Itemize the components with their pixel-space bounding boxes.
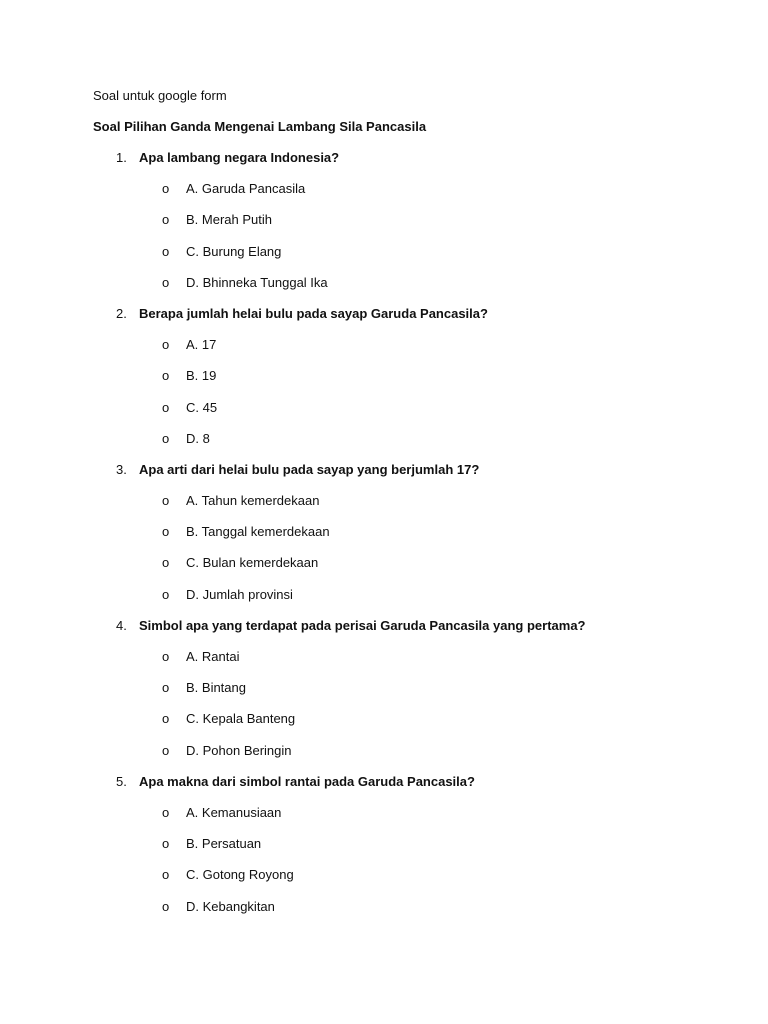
option-text: A. Tahun kemerdekaan <box>186 493 320 509</box>
bullet-icon: o <box>162 181 170 197</box>
answer-option <box>0 648 768 679</box>
option-text: B. Merah Putih <box>186 212 272 228</box>
document-subtitle: Soal untuk google form <box>93 88 227 103</box>
bullet-icon: o <box>162 680 170 696</box>
option-text: A. Kemanusiaan <box>186 804 282 820</box>
bullet-icon: o <box>162 898 170 914</box>
question-text: Apa lambang negara Indonesia? <box>139 150 340 165</box>
answer-option <box>0 492 768 523</box>
answer-option <box>0 399 768 430</box>
bullet-icon: o <box>162 430 170 446</box>
option-text: C. Bulan kemerdekaan <box>186 555 319 571</box>
option-text: A. 17 <box>186 337 217 353</box>
answer-option <box>0 430 768 461</box>
answer-option <box>0 336 768 367</box>
bullet-icon: o <box>162 399 170 415</box>
option-text: D. Kebangkitan <box>186 898 275 914</box>
document-heading: Soal Pilihan Ganda Mengenai Lambang Sila Pancasila <box>93 119 427 134</box>
question-5 <box>0 773 768 929</box>
question-list <box>0 149 768 929</box>
bullet-icon: o <box>162 742 170 758</box>
bullet-icon: o <box>162 649 170 664</box>
option-text: C. Kepala Banteng <box>186 711 296 727</box>
option-text: B. Persatuan <box>186 836 262 852</box>
question-text: Simbol apa yang terdapat pada perisai Garuda Pancasila yang pertama? <box>139 617 586 633</box>
question-line <box>0 461 768 492</box>
option-text: C. 45 <box>186 399 218 415</box>
option-text: D. Bhinneka Tunggal Ika <box>186 274 328 290</box>
question-1 <box>0 149 768 305</box>
answer-option <box>0 804 768 835</box>
answer-option <box>0 898 768 929</box>
question-number: 3. <box>116 461 127 477</box>
answer-option <box>0 710 768 741</box>
bullet-icon: o <box>162 212 170 228</box>
question-line <box>0 617 768 648</box>
answer-option <box>0 835 768 866</box>
bullet-icon: o <box>162 337 170 353</box>
bullet-icon: o <box>162 368 170 384</box>
answer-option <box>0 866 768 897</box>
option-text: A. Garuda Pancasila <box>186 181 306 197</box>
question-number: 2. <box>116 305 127 321</box>
answer-option <box>0 742 768 773</box>
bullet-icon: o <box>162 711 170 727</box>
answer-option <box>0 554 768 585</box>
answer-option <box>0 586 768 617</box>
bullet-icon: o <box>162 243 170 259</box>
option-text: B. 19 <box>186 368 217 384</box>
answer-option <box>0 367 768 398</box>
answer-option <box>0 180 768 211</box>
bullet-icon: o <box>162 586 170 602</box>
question-text: Apa arti dari helai bulu pada sayap yang berjumlah 17? <box>139 461 480 477</box>
bullet-icon: o <box>162 555 170 571</box>
bullet-icon: o <box>162 274 170 290</box>
option-text: C. Gotong Royong <box>186 867 294 883</box>
option-text: B. Bintang <box>186 680 246 696</box>
option-text: D. Pohon Beringin <box>186 742 292 758</box>
answer-option <box>0 243 768 274</box>
bullet-icon: o <box>162 493 170 509</box>
bullet-icon: o <box>162 524 170 540</box>
question-line <box>0 773 768 804</box>
option-text: C. Burung Elang <box>186 243 282 259</box>
question-number: 5. <box>116 773 127 789</box>
question-text: Berapa jumlah helai bulu pada sayap Garuda Pancasila? <box>139 305 488 321</box>
question-number: 1. <box>116 150 127 165</box>
answer-option <box>0 523 768 554</box>
bullet-icon: o <box>162 836 170 852</box>
option-text: D. Jumlah provinsi <box>186 586 293 602</box>
bullet-icon: o <box>162 867 170 883</box>
question-text: Apa makna dari simbol rantai pada Garuda Pancasila? <box>139 773 475 789</box>
bullet-icon: o <box>162 804 170 820</box>
option-text: A. Rantai <box>186 649 240 664</box>
option-text: B. Tanggal kemerdekaan <box>186 524 330 540</box>
answer-option <box>0 679 768 710</box>
question-3 <box>0 461 768 617</box>
answer-option <box>0 274 768 305</box>
answer-option <box>0 211 768 242</box>
option-text: D. 8 <box>186 430 210 446</box>
question-4 <box>0 617 768 773</box>
question-line <box>0 149 768 180</box>
question-line <box>0 305 768 336</box>
question-number: 4. <box>116 617 127 633</box>
question-2 <box>0 305 768 461</box>
